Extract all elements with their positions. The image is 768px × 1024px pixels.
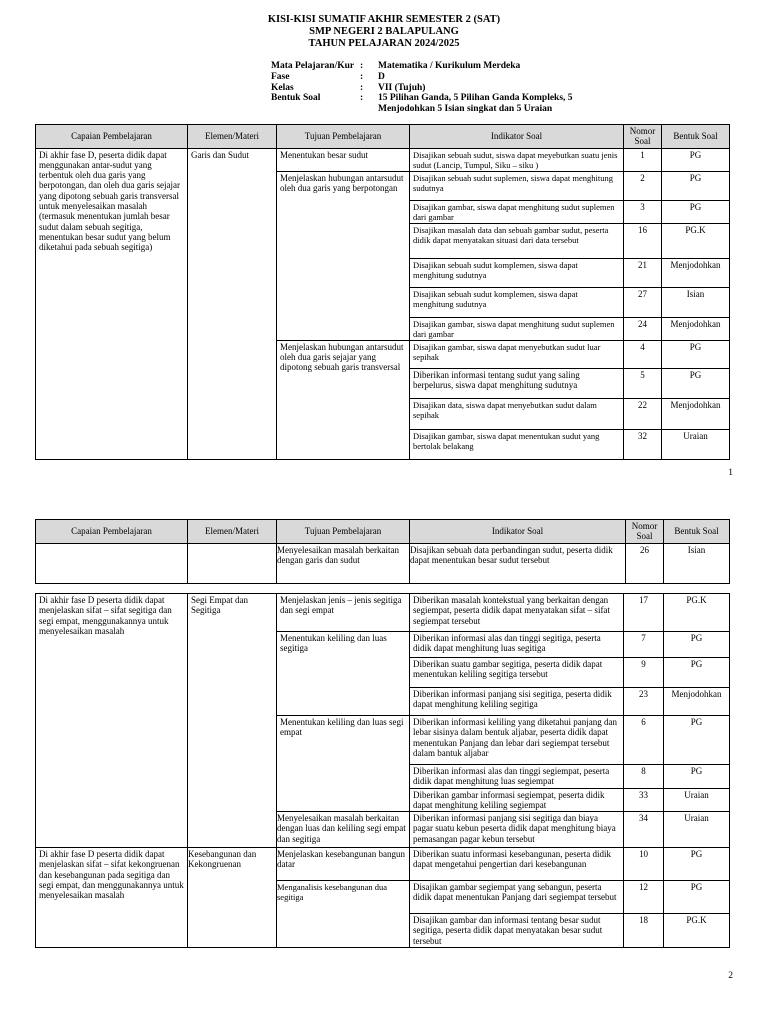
nomor-cell: 10 — [624, 848, 664, 881]
indikator-cell: Diberikan suatu gambar segitiga, peserta didik dapat menentukan keliling segitiga tersebut — [410, 658, 624, 688]
indikator-cell: Disajikan gambar segiempat yang sebangun, peserta didik dapat menentukan Panjang dari segiempat tersebut — [410, 881, 624, 914]
elemen-cell: Kesebangunan dan Kekongruenan — [188, 848, 277, 948]
indikator-cell: Disajikan data, siswa dapat menyebutkan sudut dalam sepihak — [410, 398, 624, 429]
bentuk-cell: PG — [664, 632, 730, 658]
nomor-cell: 5 — [624, 368, 662, 398]
bentuk-cell: PG — [664, 848, 730, 881]
nomor-cell: 8 — [624, 765, 664, 789]
nomor-cell: 21 — [624, 258, 662, 287]
meta-row: Mata Pelajaran/Kur : Matematika / Kurikulum Merdeka — [271, 61, 521, 71]
kisi-table-page2-continued — [35, 519, 730, 584]
bentuk-cell: Uraian — [662, 429, 730, 459]
bentuk-cell: PG — [662, 171, 730, 200]
nomor-cell: 7 — [624, 632, 664, 658]
tujuan-cell: Menjelaskan kesebangunan bangun datar — [277, 848, 410, 881]
indikator-cell: Disajikan gambar, siswa dapat menghitung sudut suplemen dari gambar — [410, 317, 624, 340]
bentuk-cell: Menjodohkan — [662, 398, 730, 429]
tujuan-cell: Menjelaskan jenis – jenis segitiga dan segi empat — [277, 594, 410, 632]
table-row — [36, 543, 730, 583]
col-header: Tujuan Pembelajaran — [277, 125, 410, 149]
tujuan-cell: Menjelaskan hubungan antarsudut oleh dua garis sejajar yang dipotong sebuah garis transversal — [277, 340, 410, 459]
col-header: Elemen/Materi — [188, 520, 277, 544]
bentuk-cell: Menjodohkan — [662, 258, 730, 287]
indikator-cell: Disajikan sebuah sudut suplemen, siswa dapat menghitung sudutnya — [410, 171, 624, 200]
nomor-cell: 26 — [626, 543, 664, 583]
indikator-cell: Diberikan gambar informasi segiempat, peserta didik dapat menghitung keliling segiempat — [410, 788, 624, 812]
bentuk-cell: PG — [664, 881, 730, 914]
table-row — [36, 848, 730, 881]
page-number: 2 — [728, 971, 733, 981]
bentuk-cell: PG — [664, 658, 730, 688]
indikator-cell: Disajikan sebuah sudut komplemen, siswa dapat menghitung sudutnya — [410, 287, 624, 317]
nomor-cell: 27 — [624, 287, 662, 317]
col-header: Nomor Soal — [626, 520, 664, 544]
elemen-cell: Segi Empat dan Segitiga — [188, 594, 277, 848]
indikator-cell: Diberikan informasi keliling yang diketahui panjang dan lebar sisinya dalam bentuk aljabar, peserta didik dapat menentukan Panjang dan lebar dari segiempat tersebut dalam bantuk aljabar — [410, 716, 624, 765]
kisi-table-page2 — [35, 593, 730, 948]
indikator-cell: Diberikan suatu informasi kesebangunan, peserta didik dapat mengetahui pengertian dari kesebangunan — [410, 848, 624, 881]
nomor-cell: 33 — [624, 788, 664, 812]
bentuk-cell: PG — [664, 765, 730, 789]
indikator-cell: Diberikan informasi alas dan tinggi segitiga, peserta didik dapat menghitung luas segitiga — [410, 632, 624, 658]
indikator-cell: Disajikan sebuah data perbandingan sudut, peserta didik dapat menentukan besar sudut tersebut — [410, 543, 626, 583]
kisi-table-page1 — [35, 124, 730, 460]
nomor-cell: 17 — [624, 594, 664, 632]
capaian-cell: Di akhir fase D peserta didik dapat menjelaskan sifat – sifat kekongruenan dan kesebangunan pada segitiga dan segi empat, dan menggunakannya untuk menyelesaikan masalah — [36, 848, 188, 948]
indikator-cell: Diberikan informasi tentang sudut yang saling berpelurus, siswa dapat menghitung sudutnya — [410, 368, 624, 398]
tujuan-cell: Menyelesaikan masalah berkaitan dengan luas dan keliling segi empat dan segitiga — [277, 812, 410, 848]
header-year: TAHUN PELAJARAN 2024/2025 — [308, 38, 460, 49]
col-header: Nomor Soal — [624, 125, 662, 149]
bentuk-cell: PG.K — [664, 594, 730, 632]
indikator-cell: Disajikan masalah data dan sebuah gambar sudut, peserta didik dapat menyatakan situasi dari data tersebut — [410, 223, 624, 258]
nomor-cell: 16 — [624, 223, 662, 258]
tujuan-cell: Menyelesaikan masalah berkaitan dengan garis dan sudut — [277, 543, 410, 583]
table-header-row — [36, 125, 730, 149]
nomor-cell: 24 — [624, 317, 662, 340]
document-header — [0, 14, 768, 50]
header-title: KISI-KISI SUMATIF AKHIR SEMESTER 2 (SAT) — [267, 14, 501, 25]
bentuk-cell: PG — [662, 368, 730, 398]
table-row — [36, 148, 730, 171]
bentuk-cell: Isian — [662, 287, 730, 317]
indikator-cell: Disajikan gambar, siswa dapat menghitung sudut suplemen dari gambar — [410, 200, 624, 223]
elemen-cell — [188, 543, 277, 583]
tujuan-cell: Menentukan keliling dan luas segi empat — [277, 716, 410, 812]
col-header: Tujuan Pembelajaran — [277, 520, 410, 544]
nomor-cell: 9 — [624, 658, 664, 688]
indikator-cell: Disajikan gambar dan informasi tentang besar sudut segitiga, peserta didik dapat menyatakan besar sudut tersebut — [410, 914, 624, 948]
col-header: Bentuk Soal — [664, 520, 730, 544]
col-header: Capaian Pembelajaran — [36, 125, 188, 149]
capaian-cell: Di akhir fase D peserta didik dapat menjelaskan sifat – sifat segitiga dan segi empat, menggunakannya untuk menyelesaikan masalah — [36, 594, 188, 848]
bentuk-cell: PG — [662, 148, 730, 171]
nomor-cell: 4 — [624, 340, 662, 368]
col-header: Elemen/Materi — [188, 125, 277, 149]
nomor-cell: 34 — [624, 812, 664, 848]
nomor-cell: 2 — [624, 171, 662, 200]
page-number: 1 — [728, 468, 733, 478]
indikator-cell: Diberikan informasi panjang sisi segitiga, peserta didik dapat menghitung keliling segitiga — [410, 688, 624, 716]
bentuk-cell: Isian — [664, 543, 730, 583]
indikator-cell: Diberikan informasi panjang sisi segitiga dan biaya pagar suatu kebun peserta didik dapat menghitung biaya pemasangan pagar kebun tersebut — [410, 812, 624, 848]
nomor-cell: 23 — [624, 688, 664, 716]
indikator-cell: Disajikan gambar, siswa dapat menyebutkan sudut luar sepihak — [410, 340, 624, 368]
indikator-cell: Disajikan sebuah sudut, siswa dapat meyebutkan suatu jenis sudut (Lancip, Tumpul, Siku – siku ) — [410, 148, 624, 171]
meta-row: Bentuk Soal : 15 Pilihan Ganda, 5 Pilihan Ganda Kompleks, 5 Menjodohkan 5 Isian singkat dan 5 Uraian — [271, 93, 573, 115]
nomor-cell: 32 — [624, 429, 662, 459]
col-header: Indikator Soal — [410, 125, 624, 149]
tujuan-cell: Menentukan keliling dan luas segitiga — [277, 632, 410, 716]
elemen-cell: Garis dan Sudut — [188, 148, 277, 459]
bentuk-cell: PG.K — [662, 223, 730, 258]
nomor-cell: 12 — [624, 881, 664, 914]
col-header: Indikator Soal — [410, 520, 626, 544]
col-header: Capaian Pembelajaran — [36, 520, 188, 544]
tujuan-cell: Menentukan besar sudut — [277, 148, 410, 171]
header-school: SMP NEGERI 2 BALAPULANG — [309, 26, 459, 37]
bentuk-cell: Uraian — [664, 788, 730, 812]
bentuk-cell: Menjodohkan — [664, 688, 730, 716]
bentuk-cell: Uraian — [664, 812, 730, 848]
col-header: Bentuk Soal — [662, 125, 730, 149]
indikator-cell: Disajikan gambar, siswa dapat menentukan sudut yang bertolak belakang — [410, 429, 624, 459]
indikator-cell: Diberikan informasi alas dan tinggi segiempat, peserta didik dapat menghitung luas segiempat — [410, 765, 624, 789]
tujuan-cell: Menjelaskan hubungan antarsudut oleh dua garis yang berpotongan — [277, 171, 410, 340]
bentuk-cell: PG — [662, 200, 730, 223]
document-meta — [271, 61, 628, 115]
nomor-cell: 18 — [624, 914, 664, 948]
bentuk-cell: PG — [662, 340, 730, 368]
bentuk-cell: PG.K — [664, 914, 730, 948]
bentuk-cell: Menjodohkan — [662, 317, 730, 340]
table-row — [36, 594, 730, 632]
indikator-cell: Disajikan sebuah sudut komplemen, siswa dapat menghitung sudutnya — [410, 258, 624, 287]
tujuan-cell: Menganalisis kesebangunan dua segitiga — [277, 881, 410, 948]
nomor-cell: 3 — [624, 200, 662, 223]
meta-row: Fase : D — [271, 71, 385, 82]
meta-row: Kelas : VII (Tujuh) — [271, 82, 426, 93]
capaian-cell: Di akhir fase D, peserta didik dapat menggunakan antar-sudut yang terbentuk oleh dua garis yang berpotongan, dan oleh dua garis sejajar yang dipotong sebuah garis transversal untuk menyelesaikan masalah (termasuk menentukan jumlah besar sudut dalam sebuah segitiga, menentukan besar sudut yang belum diketahui pada sebuah segitiga) — [36, 148, 188, 459]
nomor-cell: 22 — [624, 398, 662, 429]
bentuk-cell: PG — [664, 716, 730, 765]
nomor-cell: 1 — [624, 148, 662, 171]
capaian-cell — [36, 543, 188, 583]
table-header-row — [36, 520, 730, 544]
nomor-cell: 6 — [624, 716, 664, 765]
indikator-cell: Diberikan masalah kontekstual yang berkaitan dengan segiempat, peserta didik dapat menyatakan sifat – sifat segiempat tersebut — [410, 594, 624, 632]
